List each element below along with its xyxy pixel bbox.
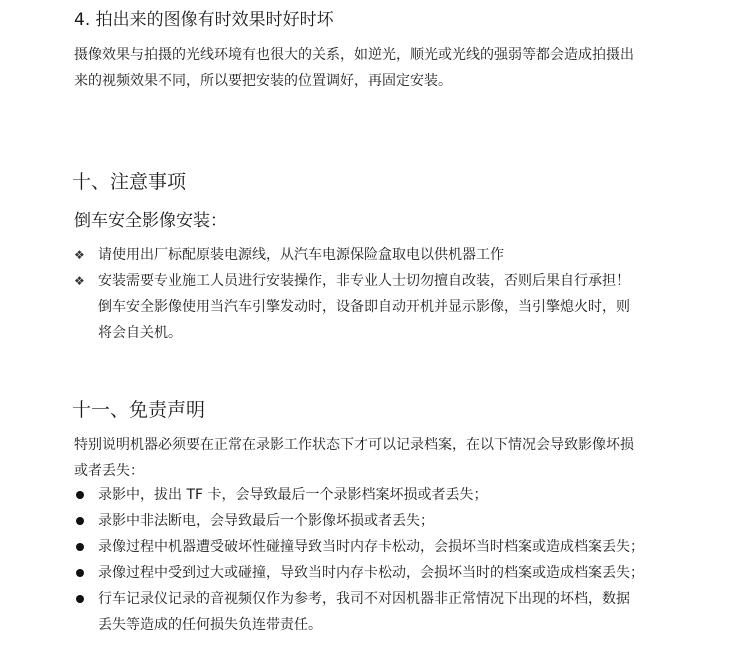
- section-11-heading: 十一、免责声明: [72, 399, 206, 421]
- disclaimer-item-4: 录像过程中受到过大或碰撞，导致当时内存卡松动，会损坏当时的档案或造成档案丢失；: [98, 565, 644, 581]
- notice-item-1: 请使用出厂标配原装电源线，从汽车电源保险盒取电以供机器工作: [98, 247, 504, 263]
- circle-bullet-icon: [76, 517, 84, 525]
- diamond-bullet-icon: ❖: [74, 248, 85, 262]
- circle-bullet-icon: [76, 595, 84, 603]
- section-11-intro-line-1: 特别说明机器必须要在正常在录影工作状态下才可以记录档案，在以下情况会导致影像坏损: [74, 437, 634, 453]
- disclaimer-item-5-line-2: 丢失等造成的任何损失负连带责任。: [98, 617, 322, 633]
- section-10-subheading: 倒车安全影像安装：: [74, 211, 227, 231]
- diamond-bullet-icon: ❖: [74, 274, 85, 288]
- circle-bullet-icon: [76, 491, 84, 499]
- notice-item-2-line-3: 将会自关机。: [98, 325, 182, 341]
- disclaimer-item-3: 录像过程中机器遭受破坏性碰撞导致当时内存卡松动，会损坏当时档案或造成档案丢失；: [98, 539, 644, 555]
- section-11-intro-line-2: 或者丢失：: [74, 463, 144, 479]
- section-4-heading: 4. 拍出来的图像有时效果时好时坏: [74, 10, 334, 30]
- disclaimer-item-1: 录影中，拔出 TF 卡，会导致最后一个录影档案坏损或者丢失；: [98, 487, 488, 503]
- circle-bullet-icon: [76, 543, 84, 551]
- section-4-paragraph-line-1: 摄像效果与拍摄的光线环境有也很大的关系，如逆光，顺光或光线的强弱等都会造成拍摄出: [74, 47, 634, 63]
- circle-bullet-icon: [76, 569, 84, 577]
- section-4-paragraph-line-2: 来的视频效果不同，所以要把安装的位置调好，再固定安装。: [74, 73, 452, 89]
- disclaimer-item-5-line-1: 行车记录仪记录的音视频仅作为参考，我司不对因机器非正常情况下出现的坏档，数据: [98, 591, 630, 607]
- disclaimer-item-2: 录影中非法断电，会导致最后一个影像坏损或者丢失；: [98, 513, 434, 529]
- section-10-heading: 十、注意事项: [72, 171, 187, 193]
- notice-item-2-line-2: 倒车安全影像使用当汽车引擎发动时，设备即自动开机并显示影像，当引擎熄火时，则: [98, 299, 630, 315]
- notice-item-2-line-1: 安装需要专业施工人员进行安装操作，非专业人士切勿擅自改装，否则后果自行承担！: [98, 273, 630, 289]
